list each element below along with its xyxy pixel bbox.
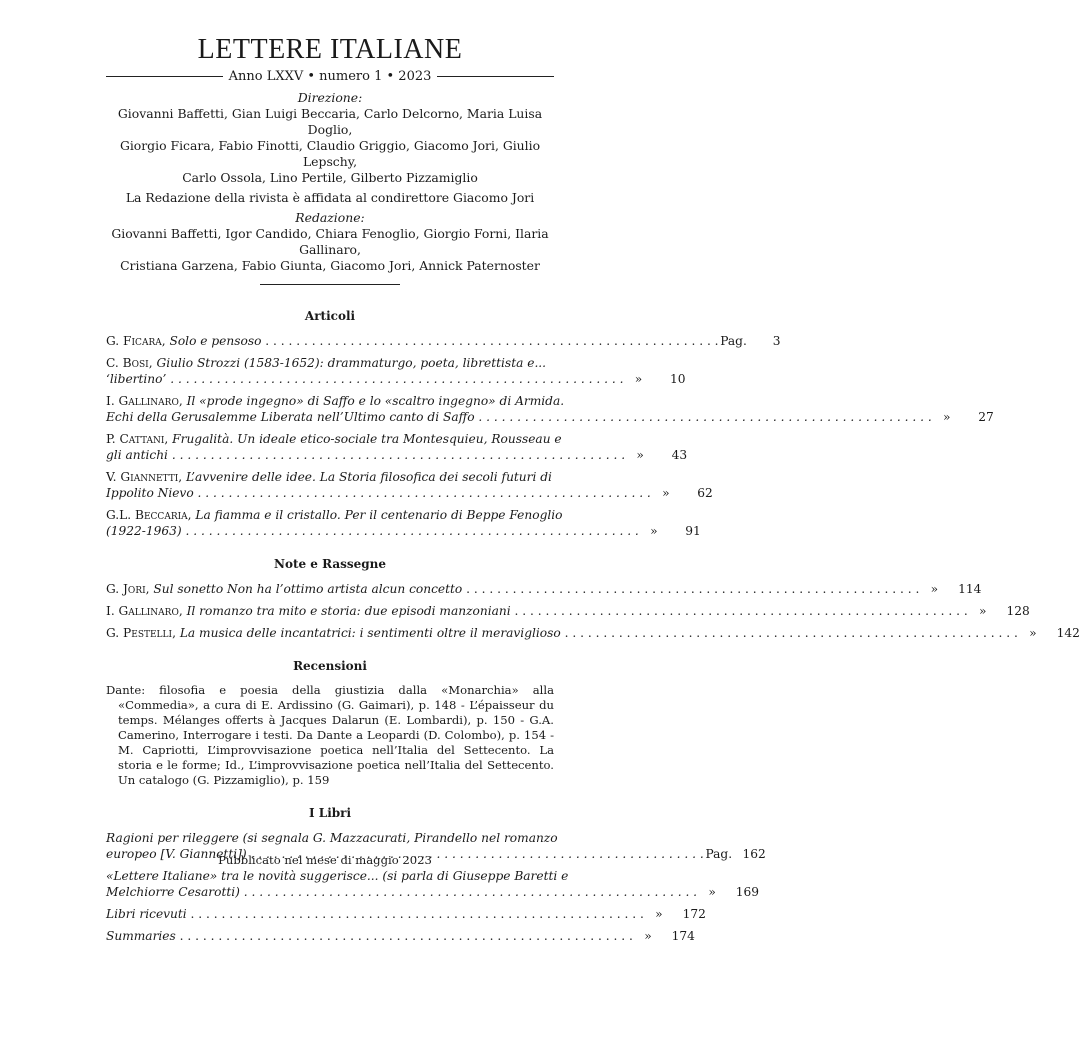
toc-entry-text xyxy=(106,393,932,425)
entry-page-number: 10 xyxy=(670,372,686,386)
toc-entry-text xyxy=(106,581,919,597)
entry-author: P. Cattani, xyxy=(106,432,173,446)
entry-page-number: 62 xyxy=(697,486,713,500)
direzione-line-1: Giovanni Baffetti, Gian Luigi Beccaria, Carlo Delcorno, Maria Luisa Doglio, xyxy=(117,106,543,137)
entry-title: La musica delle incantatrici: i sentimenti oltre il meraviglioso xyxy=(179,626,561,640)
toc-entry-text xyxy=(106,603,968,619)
toc-entry xyxy=(106,625,1080,641)
entry-page-label: » xyxy=(708,885,716,899)
entry-author: I. Gallinaro, xyxy=(106,394,187,408)
toc-entry-text xyxy=(106,906,644,922)
toc-entry xyxy=(106,603,1030,619)
articoli-list xyxy=(106,333,994,539)
entry-page-label: » xyxy=(634,372,643,386)
entry-title-cont: gli antichi . . . xyxy=(118,447,625,463)
entry-author: G. Pestelli, xyxy=(106,626,180,640)
redazione-line-2: Cristiana Garzena, Fabio Giunta, Giacomo Jori, Annick Paternoster xyxy=(120,258,540,273)
entry-page-number: 169 xyxy=(735,885,760,899)
entry-title: Sul sonetto Non ha l’ottimo artista alcun concetto xyxy=(153,582,463,596)
entry-page-number: 3 xyxy=(772,334,781,348)
entry-title: Solo e pensoso xyxy=(169,334,262,348)
section-recensioni: Recensioni xyxy=(293,659,367,673)
toc-entry xyxy=(106,355,686,387)
entry-author: V. Giannetti, xyxy=(106,470,187,484)
entry-page-label: Pag. xyxy=(720,334,747,348)
toc-entry xyxy=(106,906,706,922)
entry-title: Ragioni per rileggere (si segnala G. Mazzacurati, Pirandello nel romanzo xyxy=(106,831,558,845)
entry-author: C. Bosi, xyxy=(106,356,157,370)
entry-page-number: 91 xyxy=(685,524,701,538)
separator-rule xyxy=(260,284,400,285)
direzione-block xyxy=(106,90,554,186)
journal-title: LETTERE ITALIANE xyxy=(197,34,463,65)
entry-author: I. Gallinaro, xyxy=(106,604,187,618)
entry-page-label: » xyxy=(930,582,939,596)
left-rule xyxy=(106,76,223,77)
redazione-note: La Redazione della rivista è affidata al condirettore Giacomo Jori xyxy=(125,190,535,205)
issue-info: Anno LXXV • numero 1 • 2023 xyxy=(228,69,432,84)
entry-page-number: 128 xyxy=(1006,604,1030,618)
toc-entry-text xyxy=(106,333,719,349)
toc-entry-text xyxy=(106,625,1018,641)
toc-entry xyxy=(106,928,695,944)
entry-title: Summaries xyxy=(106,929,176,943)
entry-author: G. Ficara, xyxy=(106,334,170,348)
toc-entry-text xyxy=(106,507,639,539)
recensioni-text: Dante: filosofia e poesia della giustizia dalla «Monarchia» alla «Commedia», a cura di E. Ardissino (G. Gaimari), p. 148 - L’épaisseur du temps. Mélanges offerts à Jacques Dalarun (E. Lombardi), p. 150 - G.A. Camerino, Interrogare i testi. Da Dante a Leopardi (D. Colombo), p. 154 - M. Capriotti, L’improvvisazione poetica nell’Italia del Settecento. La storia e le forme; Id., L’improvvisazione poetica nell’Italia del Settecento. Un catalogo (G. Pizzamiglio), p. 159 xyxy=(106,683,554,787)
issue-line xyxy=(106,69,554,84)
publication-note: Pubblicato nel mese di maggio 2023 xyxy=(218,853,432,867)
entry-title-cont: (1922-1963) . . . xyxy=(118,523,639,539)
entry-title: La fiamma e il cristallo. Per il centenario di Beppe Fenoglio xyxy=(195,508,563,522)
entry-page-number: 114 xyxy=(958,582,982,596)
toc-entry xyxy=(106,333,781,349)
entry-title-cont: Ippolito Nievo . . . xyxy=(118,485,651,501)
entry-title: Libri ricevuti xyxy=(106,907,187,921)
toc-entry xyxy=(106,431,688,463)
entry-page-label: » xyxy=(655,907,663,921)
entry-title: «Lettere Italiane» tra le novità suggerisce... (si parla di Giuseppe Baretti e xyxy=(106,869,569,883)
entry-page-label: » xyxy=(636,448,644,462)
entry-title: Il romanzo tra mito e storia: due episodi manzoniani xyxy=(186,604,511,618)
entry-page-number: 172 xyxy=(682,907,706,921)
entry-page-label: » xyxy=(650,524,658,538)
entry-author: G. Jori, xyxy=(106,582,154,596)
section-libri: I Libri xyxy=(308,806,352,820)
toc-entry xyxy=(106,469,713,501)
toc-entry xyxy=(106,581,982,597)
direzione-label: Direzione: xyxy=(297,90,363,105)
entry-page-label: » xyxy=(644,929,652,943)
toc-entry-text xyxy=(106,868,697,900)
toc-entry-text xyxy=(106,928,633,944)
direzione-line-2: Giorgio Ficara, Fabio Finotti, Claudio Griggio, Giacomo Jori, Giulio Lepschy, xyxy=(119,138,541,169)
entry-page-label: » xyxy=(1029,626,1037,640)
entry-page-number: 43 xyxy=(671,448,688,462)
toc-entry-text xyxy=(106,431,625,463)
toc-entry-text xyxy=(106,469,651,501)
toc-entry xyxy=(106,868,760,900)
entry-title-cont: europeo [V. Giannetti]) . . . xyxy=(118,846,704,862)
entry-page-label: » xyxy=(979,604,987,618)
section-articoli: Articoli xyxy=(304,309,356,323)
entry-title-cont: Melchiorre Cesarotti) . . . xyxy=(118,884,697,900)
redazione-block xyxy=(106,210,554,274)
toc-entry xyxy=(106,507,701,539)
entry-title: Il «prode ingegno» di Saffo e lo «scaltro ingegno» di Armida. xyxy=(186,394,565,408)
libri-list xyxy=(106,830,766,944)
entry-title-cont: Echi della Gerusalemme Liberata nell’Ultimo canto di Saffo . . . xyxy=(118,409,932,425)
section-note: Note e Rassegne xyxy=(273,557,387,571)
note-list xyxy=(106,581,1080,641)
right-rule xyxy=(437,76,554,77)
entry-page-number: 142 xyxy=(1056,626,1080,640)
redazione-label: Redazione: xyxy=(295,210,365,225)
toc-entry-text xyxy=(106,355,624,387)
redazione-line-1: Giovanni Baffetti, Igor Candido, Chiara Fenoglio, Giorgio Forni, Ilaria Gallinaro, xyxy=(111,226,549,257)
entry-title: Giulio Strozzi (1583-1652): drammaturgo, poeta, librettista e... xyxy=(156,356,547,370)
entry-page-number: 162 xyxy=(742,847,766,861)
entry-title-cont: ‘libertino’ . . . xyxy=(118,371,624,387)
toc-entry xyxy=(106,393,994,425)
entry-page-label: » xyxy=(942,410,951,424)
entry-title: L’avvenire delle idee. La Storia filosofica dei secoli futuri di xyxy=(186,470,552,484)
entry-page-label: » xyxy=(662,486,670,500)
entry-page-label: Pag. xyxy=(705,847,733,861)
entry-title: Frugalità. Un ideale etico-sociale tra Montesquieu, Rousseau e xyxy=(172,432,562,446)
entry-page-number: 174 xyxy=(671,929,695,943)
entry-author: G.L. Beccaria, xyxy=(106,508,196,522)
entry-page-number: 27 xyxy=(978,410,994,424)
direzione-line-3: Carlo Ossola, Lino Pertile, Gilberto Pizzamiglio xyxy=(182,170,478,185)
